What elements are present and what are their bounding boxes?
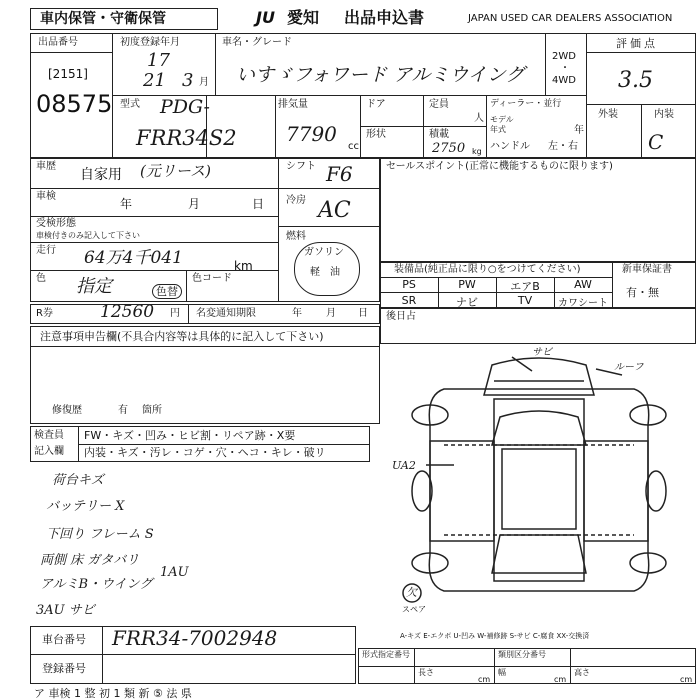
inspection-label: 車検 bbox=[36, 191, 56, 202]
interior-label: 内装 bbox=[654, 109, 674, 120]
inspector-interior-row: 内装・キズ・汚レ・コゲ・穴・ヘコ・キレ・破リ bbox=[84, 446, 326, 459]
inspection-month: 月 bbox=[188, 197, 201, 211]
remark-3: 下回り フレーム S bbox=[46, 527, 154, 542]
notes-label: 注意事項申告欄(不具合内容等は具体的に記入して下さい) bbox=[40, 330, 324, 343]
width-label: 幅 bbox=[498, 668, 506, 677]
remark-side: 1AU bbox=[160, 565, 189, 580]
selling-points-label: セールスポイント(正常に機能するものに限ります) bbox=[386, 161, 613, 172]
load-unit: kg bbox=[472, 147, 482, 156]
equipment-navi: ナビ bbox=[456, 296, 478, 309]
footer-row: ア 車検 1 整 初 1 類 新 ⑤ 法 県 bbox=[34, 687, 192, 700]
chassis-label: 車台番号 bbox=[42, 633, 86, 646]
interior-value: C bbox=[648, 130, 664, 154]
height-unit: cm bbox=[680, 675, 693, 684]
displacement-unit: cc bbox=[348, 141, 359, 152]
model-value-2: FRR34S2 bbox=[136, 126, 237, 150]
drive-dot: ・ bbox=[560, 63, 570, 74]
shape-label: 形状 bbox=[366, 129, 386, 140]
mileage-label: 走行 bbox=[36, 245, 56, 256]
remark-1: 荷台キズ bbox=[52, 473, 104, 488]
accept-format-note: 車検付きのみ記入して下さい bbox=[36, 231, 140, 240]
type-label: 類別区分番号 bbox=[498, 650, 546, 659]
remark-tail: 3AU サビ bbox=[36, 603, 95, 618]
length-unit: cm bbox=[478, 675, 491, 684]
chassis-value: FRR34-7002948 bbox=[112, 626, 278, 650]
recycle-unit: 円 bbox=[170, 308, 180, 319]
name-change-month: 月 bbox=[326, 308, 336, 319]
load-label: 積載 bbox=[429, 129, 449, 140]
recycle-label: R券 bbox=[36, 308, 53, 319]
first-reg-label: 初度登録年月 bbox=[120, 37, 180, 48]
handle-options: 左・右 bbox=[548, 141, 578, 152]
mileage-unit: km bbox=[234, 259, 253, 273]
history-label: 車歴 bbox=[36, 161, 56, 172]
diagram-annotation-top: サビ bbox=[532, 347, 552, 358]
warranty-label: 新車保証書 bbox=[622, 264, 672, 275]
repair-label: 修復歴 bbox=[52, 405, 82, 416]
cooling-label: 冷房 bbox=[286, 195, 306, 206]
lot-bracket: [2151] bbox=[48, 67, 88, 81]
first-reg-era: 17 bbox=[147, 50, 170, 71]
capacity-label: 定員 bbox=[429, 99, 449, 110]
inspector-label-2: 記入欄 bbox=[34, 446, 64, 457]
color-change-note: 色替 bbox=[152, 284, 182, 299]
lot-number: 08575 bbox=[36, 90, 113, 118]
car-name-value: いすゞフォワード アルミウイング bbox=[236, 64, 525, 86]
vehicle-diagram bbox=[382, 345, 696, 631]
equipment-label: 装備品(純正品に限り○をつけてください) bbox=[394, 264, 581, 275]
accept-format-label: 受検形態 bbox=[36, 218, 76, 229]
repair-value: 有 bbox=[118, 405, 128, 416]
displacement-label: 排気量 bbox=[278, 99, 308, 110]
dealer-year-label: 年式 bbox=[490, 125, 506, 134]
spare-label: スペア bbox=[402, 605, 426, 614]
dealer-year-unit: 年 bbox=[574, 125, 584, 136]
color-value: 指定 bbox=[76, 276, 112, 297]
remark-5: アルミB・ウイング bbox=[40, 577, 153, 592]
equipment-ps: PS bbox=[402, 278, 416, 291]
name-change-year: 年 bbox=[292, 308, 302, 319]
history-value: 自家用 bbox=[80, 167, 122, 183]
shift-value: F6 bbox=[326, 162, 353, 186]
diagram-annotation-right: ルーフ bbox=[614, 362, 644, 373]
dealer-model-label: モデル bbox=[490, 115, 514, 124]
association-name: JAPAN USED CAR DEALERS ASSOCIATION bbox=[468, 13, 673, 24]
length-label: 長さ bbox=[418, 668, 434, 677]
color-label: 色 bbox=[36, 273, 46, 284]
remark-4: 両側 床 ガタバリ bbox=[40, 553, 140, 568]
height-label: 高さ bbox=[574, 668, 590, 677]
form-title: 出品申込書 bbox=[344, 8, 425, 27]
equipment-leather: カワシート bbox=[558, 298, 608, 309]
first-reg-year: 21 bbox=[143, 70, 166, 91]
drive-2wd: 2WD bbox=[552, 51, 576, 62]
equipment-pw: PW bbox=[458, 278, 476, 291]
capacity-unit: 人 bbox=[474, 113, 484, 124]
format-label: 形式指定番号 bbox=[362, 650, 410, 659]
shift-label: シフト bbox=[286, 161, 316, 172]
first-reg-month-unit: 月 bbox=[199, 77, 209, 88]
inspector-exterior-row: FW・キズ・凹み・ヒビ割・リペア跡・X要 bbox=[84, 429, 296, 442]
car-name-label: 車名・グレード bbox=[222, 37, 292, 48]
history-extra: (元リース) bbox=[140, 162, 211, 180]
handle-label: ハンドル bbox=[490, 141, 530, 152]
equipment-airbag: エアB bbox=[510, 280, 540, 293]
inspection-year: 年 bbox=[120, 197, 133, 211]
color-code-label: 色コード bbox=[192, 273, 232, 284]
rating-value: 3.5 bbox=[618, 68, 653, 93]
registration-label: 登録番号 bbox=[42, 662, 86, 675]
mileage-value: 64万4千041 bbox=[84, 248, 183, 268]
fuel-gasoline: ガソリン bbox=[304, 247, 344, 258]
repair-location: 箇所 bbox=[142, 405, 162, 416]
diagram-annotation-left: UA2 bbox=[392, 459, 416, 472]
logo-text: 愛知 bbox=[287, 8, 320, 27]
inspector-label-1: 検査員 bbox=[34, 430, 64, 441]
first-reg-month: 3 bbox=[182, 70, 194, 91]
fuel-label: 燃料 bbox=[286, 231, 306, 242]
spare-mark: 欠 bbox=[406, 586, 417, 599]
remark-2: バッテリー X bbox=[46, 499, 125, 514]
lot-label: 出品番号 bbox=[38, 37, 78, 48]
back-seat-box bbox=[380, 308, 696, 344]
model-value-1: PDG- bbox=[160, 96, 210, 118]
rating-label: 評価点 bbox=[616, 37, 658, 50]
exterior-label: 外装 bbox=[598, 109, 618, 120]
width-unit: cm bbox=[554, 675, 567, 684]
back-seat-label: 後日占 bbox=[386, 311, 416, 322]
inspection-day: 日 bbox=[252, 197, 265, 211]
name-change-label: 名変通知期限 bbox=[196, 308, 256, 319]
equipment-tv: TV bbox=[517, 294, 533, 307]
equipment-sr: SR bbox=[401, 294, 417, 307]
warranty-options: 有・無 bbox=[626, 286, 659, 299]
drive-4wd: 4WD bbox=[552, 75, 576, 86]
displacement-value: 7790 bbox=[286, 122, 337, 146]
name-change-day: 日 bbox=[358, 308, 368, 319]
cooling-value: AC bbox=[318, 198, 351, 223]
load-value: 2750 bbox=[432, 141, 466, 156]
door-label: ドア bbox=[366, 99, 386, 110]
logo-mark: JU bbox=[256, 8, 275, 27]
fuel-diesel: 軽 油 bbox=[310, 267, 340, 278]
dealer-label: ディーラー・並行 bbox=[490, 99, 562, 109]
model-label: 型式 bbox=[120, 99, 140, 110]
recycle-value: 12560 bbox=[100, 302, 155, 322]
selling-points-box bbox=[380, 158, 696, 262]
diagram-legend: A-キズ E-エクボ U-凹み W-補修跡 S-サビ C-腐食 XX-交換済 bbox=[400, 632, 590, 640]
storage-title: 車内保管・守衛保管 bbox=[40, 11, 166, 27]
equipment-aw: AW bbox=[574, 278, 592, 291]
